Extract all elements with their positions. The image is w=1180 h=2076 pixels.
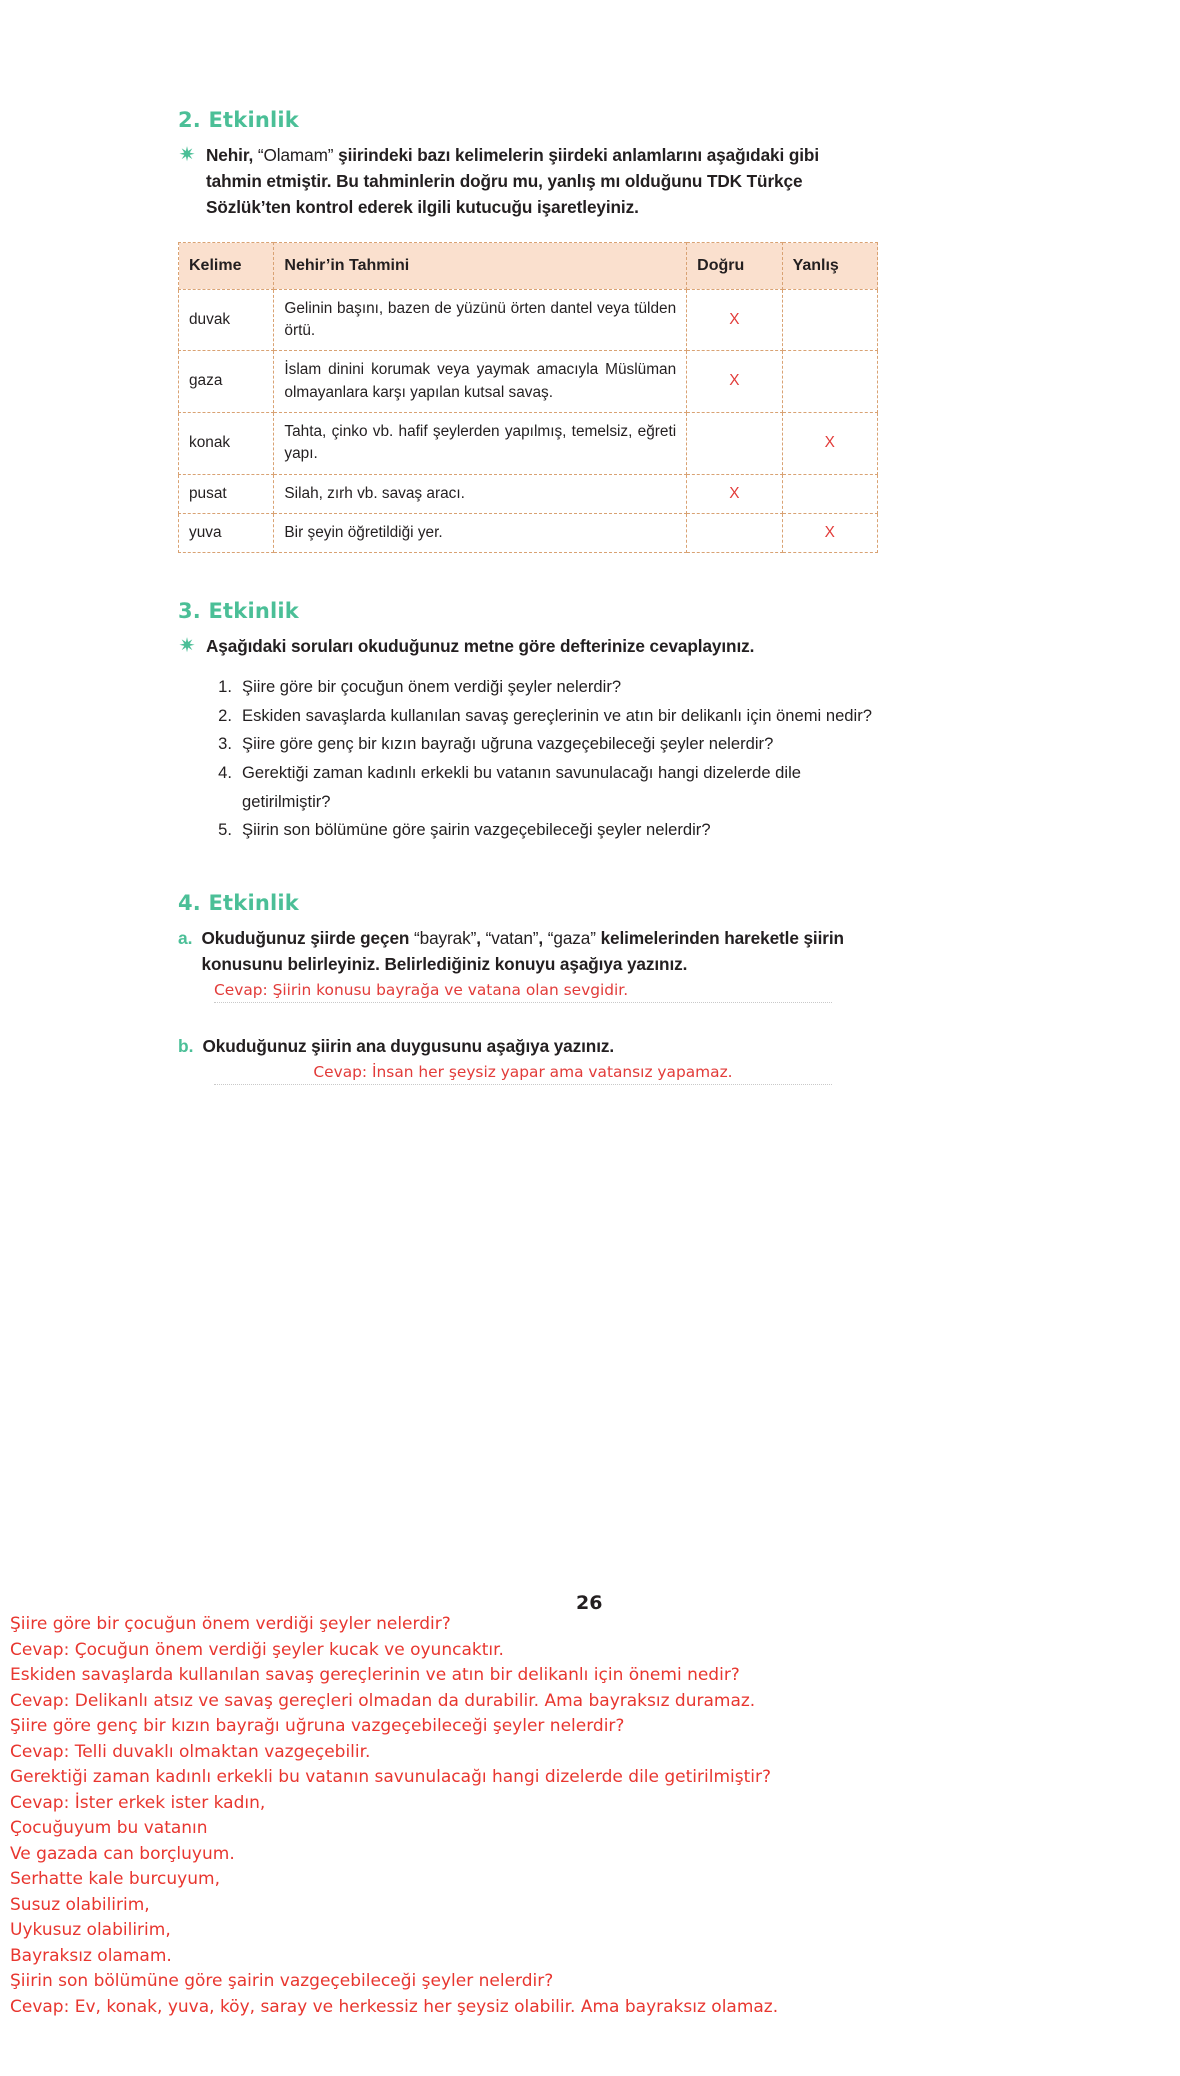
table-row (179, 351, 878, 413)
list-item (178, 673, 878, 702)
list-item (178, 730, 878, 759)
answer-key-line: Susuz olabilirim, (10, 1894, 150, 1915)
answer-key-line: Şiire göre bir çocuğun önem verdiği şeyler nelerdir? (10, 1614, 451, 1634)
table-row (179, 289, 878, 351)
checkbox-dogru[interactable] (687, 412, 782, 474)
cell-kelime: gaza (179, 351, 274, 413)
sub-item-letter-b: b. (178, 1035, 194, 1056)
answer-key-line: Cevap: Delikanlı atsız ve savaş gereçleri olmadan da durabilir. Ama bayraksız duramaz. (10, 1690, 756, 1711)
section-spacer (178, 553, 878, 599)
question-text: Şiire göre bir çocuğun önem verdiği şeyler nelerdir? (242, 677, 622, 697)
activity-4-item-b (178, 1033, 878, 1059)
answer-key-line: Şiirin son bölümüne göre şairin vazgeçebileceği şeyler nelerdir? (10, 1971, 554, 1991)
answer-key-line: Cevap: Telli duvaklı olmaktan vazgeçebilir. (10, 1741, 371, 1762)
checkbox-dogru[interactable]: X (687, 289, 782, 351)
table-row (179, 412, 878, 474)
cell-kelime: duvak (179, 289, 274, 351)
answer-key-line: Ve gazada can borçluyum. (10, 1843, 235, 1864)
item-a-part-2: kelimelerinden hareketle şiirin konusunu belirleyiniz. Belirlediğiniz konuyu aşağıya yazınız. (201, 927, 844, 974)
star-icon: ✷ (178, 635, 196, 658)
question-number: 4. (218, 762, 232, 782)
checkbox-yanlis[interactable]: X (782, 513, 877, 552)
answer-key-line: Uykusuz olabilirim, (10, 1920, 171, 1940)
answer-key-line: Bayraksız olamam. (10, 1945, 172, 1966)
cell-tahmin: Tahta, çinko vb. hafif şeylerden yapılmış, temelsiz, eğreti yapı. (274, 412, 687, 474)
list-item (178, 702, 878, 731)
activity-4-item-a (178, 925, 878, 977)
question-number: 3. (218, 734, 232, 754)
table-head (179, 243, 878, 289)
question-text: Şiirin son bölümüne göre şairin vazgeçebileceği şeyler nelerdir? (242, 820, 711, 840)
table-row (179, 474, 878, 513)
question-number: 5. (218, 820, 232, 840)
item-a-mid-2: , (538, 927, 548, 948)
activity-3-title: 3. Etkinlik (178, 599, 299, 624)
answer-key-line: Gerektiği zaman kadınlı erkekli bu vatanın savunulacağı hangi dizelerde dile getirilmiştir? (10, 1767, 772, 1787)
sub-item-letter-a: a. (178, 927, 193, 948)
cell-tahmin: İslam dinini korumak veya yaymak amacıyla Müslüman olmayanlara karşı yapılan kutsal savaş. (274, 351, 687, 413)
page-number: 26 (576, 1592, 603, 1614)
item-spacer (178, 1003, 878, 1033)
activity-3-question-list (178, 673, 878, 844)
item-a-quoted-bayrak: “bayrak” (414, 927, 477, 948)
activity-2-instruction-row (178, 142, 878, 220)
section-spacer (178, 845, 878, 891)
question-text: Gerektiği zaman kadınlı erkekli bu vatanın savunulacağı hangi dizelerde dile getirilmiştir? (242, 762, 801, 811)
checkbox-dogru[interactable]: X (687, 474, 782, 513)
checkbox-dogru[interactable]: X (687, 351, 782, 413)
checkbox-yanlis[interactable] (782, 289, 877, 351)
column-header-dogru: Doğru (687, 243, 782, 289)
checkbox-yanlis[interactable] (782, 474, 877, 513)
question-text: Şiire göre genç bir kızın bayrağı uğruna vazgeçebileceği şeyler nelerdir? (242, 734, 774, 754)
table-row (179, 513, 878, 552)
table-header-row (179, 243, 878, 289)
question-text: Eskiden savaşlarda kullanılan savaş gereçlerinin ve atın bir delikanlı için önemi nedir? (242, 705, 872, 725)
activity-2-title: 2. Etkinlik (178, 108, 299, 132)
answer-key-line: Cevap: Çocuğun önem verdiği şeyler kucak ve oyuncaktır. (10, 1639, 504, 1660)
kelime-tahmin-table (178, 242, 878, 553)
item-a-quoted-vatan: “vatan” (485, 927, 539, 948)
answer-key-line: Çocuğuyum bu vatanın (10, 1818, 208, 1838)
column-header-kelime: Kelime (179, 243, 274, 289)
activity-4-title: 4. Etkinlik (178, 890, 299, 915)
list-item (178, 816, 878, 845)
item-a-quoted-gaza: “gaza” (547, 927, 596, 948)
star-icon: ✷ (178, 144, 196, 166)
page-content (178, 108, 878, 1085)
list-item (178, 759, 878, 816)
item-a-part-1: Okuduğunuz şiirde geçen (201, 927, 414, 948)
instruction-part-2: şiirindeki bazı kelimelerin şiirdeki anlamlarını aşağıdaki gibi tahmin etmiştir. Bu tahminlerin doğru mu, yanlış mı olduğunu TDK Türkçe Sözlük’ten kontrol ederek ilgili kutucuğu işaretleyiniz. (206, 145, 819, 218)
answer-field-b[interactable]: Cevap: İnsan her şeysiz yapar ama vatansız yapamaz. (214, 1063, 832, 1085)
question-number: 1. (218, 677, 232, 697)
kelime-table-wrapper (178, 242, 878, 553)
answer-key-line: Cevap: İster erkek ister kadın, (10, 1792, 266, 1813)
item-a-mid-1: , (476, 927, 486, 948)
checkbox-yanlis[interactable] (782, 351, 877, 413)
answer-key-line: Serhatte kale burcuyum, (10, 1869, 220, 1889)
activity-2-section (178, 108, 878, 553)
instruction-quoted-title: “Olamam” (257, 145, 334, 165)
column-header-tahmini: Nehir’in Tahmini (274, 243, 687, 289)
activity-2-instruction-text (206, 142, 878, 220)
answer-key-line: Şiire göre genç bir kızın bayrağı uğruna vazgeçebileceği şeyler nelerdir? (10, 1716, 625, 1736)
activity-4-item-a-text (202, 925, 878, 977)
cell-tahmin: Silah, zırh vb. savaş aracı. (274, 474, 687, 513)
answer-key-overlay (10, 1612, 1170, 2020)
checkbox-dogru[interactable] (687, 513, 782, 552)
activity-3-instruction-row (178, 633, 878, 659)
question-number: 2. (218, 705, 232, 725)
activity-3-section (178, 599, 878, 844)
activity-4-section (178, 891, 878, 1086)
activity-3-instruction-text: Aşağıdaki soruları okuduğunuz metne göre defterinize cevaplayınız. (206, 636, 755, 657)
cell-tahmin: Gelinin başını, bazen de yüzünü örten dantel veya tülden örtü. (274, 289, 687, 351)
answer-field-a[interactable]: Cevap: Şiirin konusu bayrağa ve vatana olan sevgidir. (214, 981, 832, 1003)
activity-4-item-b-text: Okuduğunuz şiirin ana duygusunu aşağıya yazınız. (202, 1035, 615, 1056)
checkbox-yanlis[interactable]: X (782, 412, 877, 474)
table-body (179, 289, 878, 553)
column-header-yanlis: Yanlış (782, 243, 877, 289)
cell-kelime: pusat (179, 474, 274, 513)
cell-kelime: yuva (179, 513, 274, 552)
cell-kelime: konak (179, 412, 274, 474)
answer-key-line: Eskiden savaşlarda kullanılan savaş gereçlerinin ve atın bir delikanlı için önemi nedir? (10, 1665, 740, 1685)
answer-key-line: Cevap: Ev, konak, yuva, köy, saray ve herkessiz her şeysiz olabilir. Ama bayraksız olamaz. (10, 1996, 779, 2017)
cell-tahmin: Bir şeyin öğretildiği yer. (274, 513, 687, 552)
instruction-part-1: Nehir, (206, 145, 258, 165)
